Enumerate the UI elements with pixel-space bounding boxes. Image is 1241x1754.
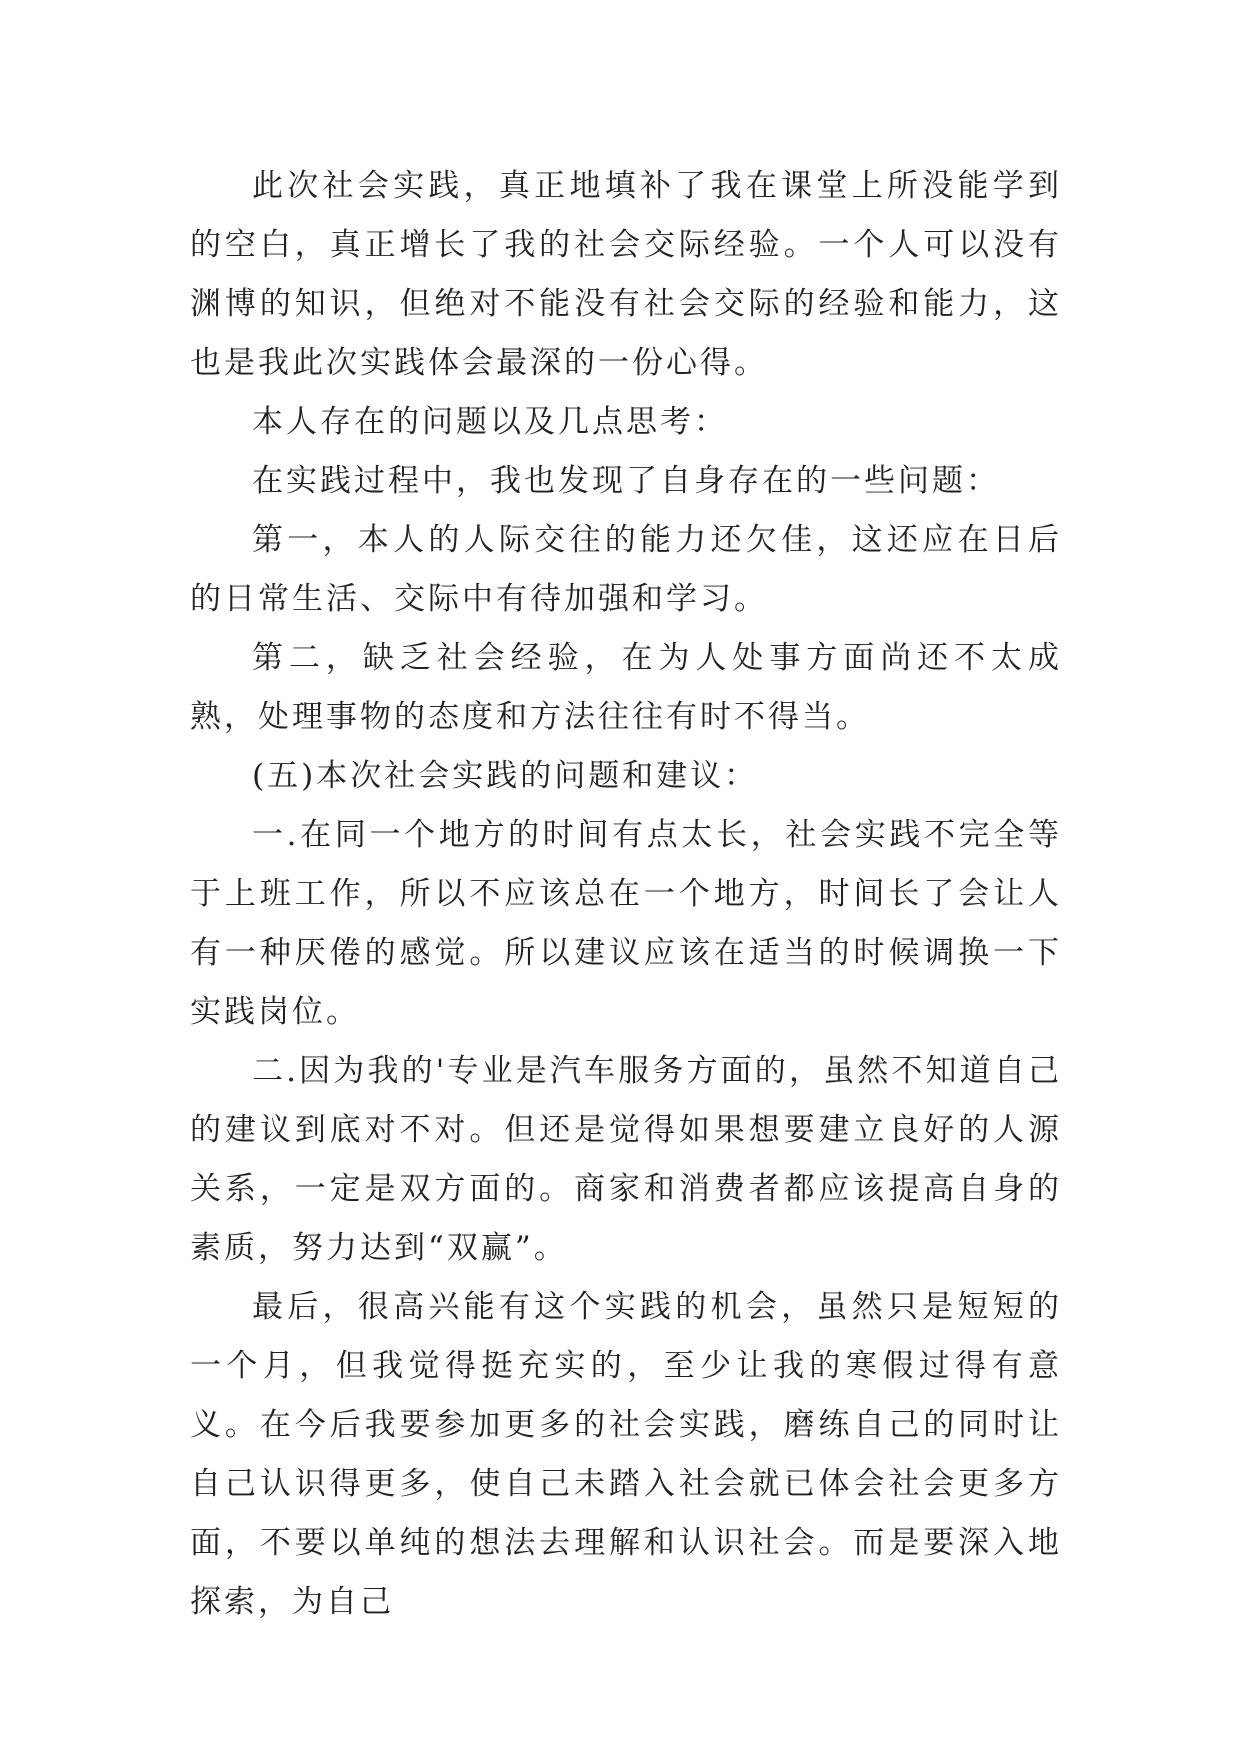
paragraph-8: 二.因为我的'专业是汽车服务方面的，虽然不知道自己的建议到底对不对。但还是觉得如果想要建立良好的人源关系，一定是双方面的。商家和消费者都应该提高自身的素质，努力达到“双赢”。 — [190, 1053, 1062, 1266]
paragraph-3: 在实践过程中，我也发现了自身存在的一些问题： — [252, 463, 1000, 499]
paragraph-5: 第二，缺乏社会经验，在为人处事方面尚还不太成熟，处理事物的态度和方法往往有时不得当。 — [190, 640, 1062, 735]
paragraph-6: (五)本次社会实践的问题和建议： — [252, 758, 759, 794]
paragraph-9: 最后，很高兴能有这个实践的机会，虽然只是短短的一个月，但我觉得挺充实的，至少让我的寒假过得有意义。在今后我要参加更多的社会实践，磨练自己的同时让自己认识得更多，使自己未踏入社会就已体会社会更多方面，不要以单纯的想法去理解和认识社会。而是要深入地探索，为自己 — [190, 1289, 1062, 1620]
paragraph-2: 本人存在的问题以及几点思考： — [252, 404, 728, 440]
paragraph-1: 此次社会实践，真正地填补了我在课堂上所没能学到的空白，真正增长了我的社会交际经验。一个人可以没有渊博的知识，但绝对不能没有社会交际的经验和能力，这也是我此次实践体会最深的一份心得。 — [190, 168, 1062, 381]
paragraph-7: 一.在同一个地方的时间有点太长，社会实践不完全等于上班工作，所以不应该总在一个地方，时间长了会让人有一种厌倦的感觉。所以建议应该在适当的时候调换一下实践岗位。 — [190, 817, 1062, 1030]
document-body — [190, 157, 1062, 1632]
paragraph-4: 第一，本人的人际交往的能力还欠佳，这还应在日后的日常生活、交际中有待加强和学习。 — [190, 522, 1062, 617]
